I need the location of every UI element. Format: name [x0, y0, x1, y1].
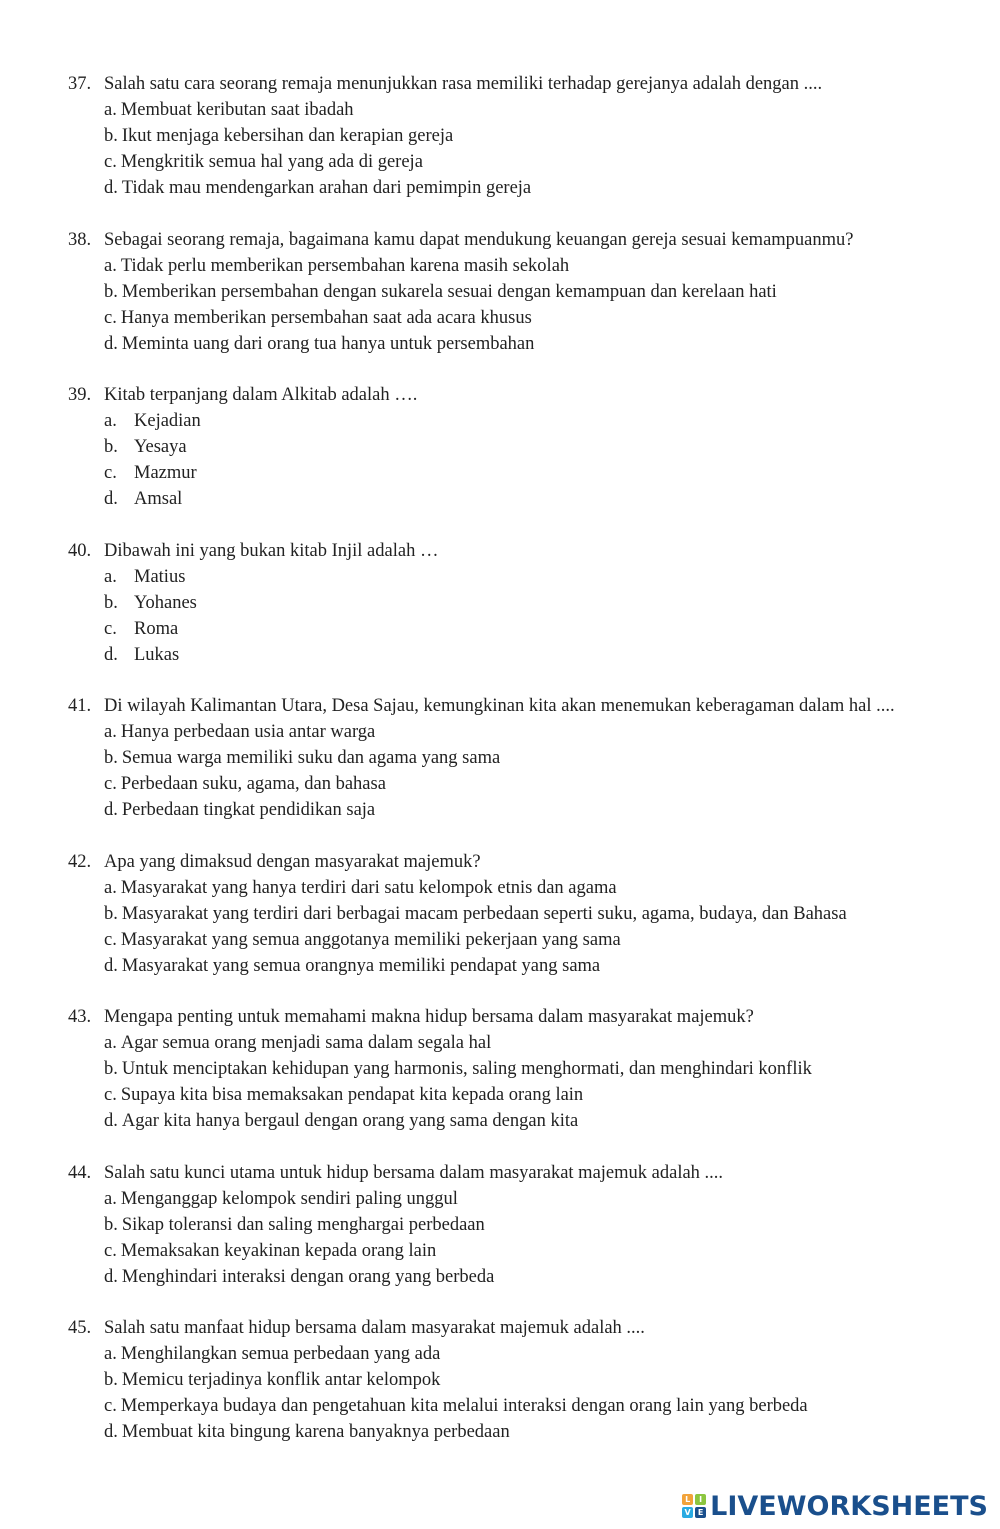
- option-text: Mengkritik semua hal yang ada di gereja: [120, 152, 423, 172]
- answer-option[interactable]: [104, 953, 600, 979]
- question-number: 42.: [68, 852, 92, 872]
- answer-option[interactable]: [104, 279, 777, 305]
- option-letter: d.: [104, 334, 118, 354]
- answer-option[interactable]: [104, 771, 386, 797]
- answer-option[interactable]: [104, 564, 185, 590]
- answer-option[interactable]: [104, 97, 354, 123]
- answer-option[interactable]: [104, 123, 453, 149]
- option-letter: d.: [104, 1267, 118, 1287]
- option-text: Supaya kita bisa memaksakan pendapat kita kepada orang lain: [120, 1085, 584, 1105]
- logo-square: V: [682, 1507, 693, 1518]
- answer-option[interactable]: [104, 1108, 578, 1134]
- option-text: Yesaya: [134, 437, 187, 457]
- answer-option[interactable]: [104, 590, 197, 616]
- option-text: Agar kita hanya bergaul dengan orang yang sama dengan kita: [121, 1111, 579, 1131]
- option-letter: a.: [104, 100, 117, 120]
- question-number: 40.: [68, 541, 92, 561]
- answer-option[interactable]: [104, 1264, 494, 1290]
- answer-option[interactable]: [104, 616, 178, 642]
- option-text: Masyarakat yang terdiri dari berbagai macam perbedaan seperti suku, agama, budaya, dan Bahasa: [121, 904, 847, 924]
- option-text: Matius: [134, 567, 186, 587]
- answer-option[interactable]: [104, 1341, 440, 1367]
- logo-square: E: [695, 1507, 706, 1518]
- option-letter: d.: [104, 956, 118, 976]
- question-number: 39.: [68, 385, 92, 405]
- liveworksheets-logo: [682, 1489, 988, 1523]
- question-text: Salah satu manfaat hidup bersama dalam masyarakat majemuk adalah ....: [104, 1318, 645, 1338]
- question-text: Salah satu kunci utama untuk hidup bersama dalam masyarakat majemuk adalah ....: [104, 1163, 724, 1183]
- option-letter: a.: [104, 411, 117, 431]
- question-number: 37.: [68, 74, 92, 94]
- option-letter: a.: [104, 256, 117, 276]
- option-letter: c.: [104, 1241, 117, 1261]
- option-letter: a.: [104, 1033, 117, 1053]
- option-letter: d.: [104, 489, 118, 509]
- option-letter: c.: [104, 619, 117, 639]
- option-letter: b.: [104, 1370, 118, 1390]
- answer-option[interactable]: [104, 1186, 458, 1212]
- option-text: Memberikan persembahan dengan sukarela sesuai dengan kemampuan dan kerelaan hati: [121, 282, 777, 302]
- option-text: Tidak mau mendengarkan arahan dari pemimpin gereja: [121, 178, 532, 198]
- answer-option[interactable]: [104, 331, 534, 357]
- question-number: 38.: [68, 230, 92, 250]
- answer-option[interactable]: [104, 1056, 812, 1082]
- answer-option[interactable]: [104, 1419, 510, 1445]
- answer-option[interactable]: [104, 797, 375, 823]
- answer-option[interactable]: [104, 1082, 583, 1108]
- question-text: Apa yang dimaksud dengan masyarakat majemuk?: [104, 852, 481, 872]
- option-letter: d.: [104, 645, 118, 665]
- answer-option[interactable]: [104, 719, 375, 745]
- answer-option[interactable]: [104, 1030, 491, 1056]
- answer-option[interactable]: [104, 305, 532, 331]
- option-letter: c.: [104, 152, 117, 172]
- option-letter: b.: [104, 1059, 118, 1079]
- option-text: Perbedaan suku, agama, dan bahasa: [120, 774, 386, 794]
- answer-option[interactable]: [104, 253, 569, 279]
- answer-option[interactable]: [104, 1238, 436, 1264]
- option-text: Masyarakat yang semua anggotanya memiliki pekerjaan yang sama: [120, 930, 621, 950]
- logo-square: L: [682, 1494, 693, 1505]
- option-letter: c.: [104, 463, 117, 483]
- answer-option[interactable]: [104, 408, 201, 434]
- answer-option[interactable]: [104, 1393, 808, 1419]
- option-letter: d.: [104, 1422, 118, 1442]
- logo-squares-icon: [682, 1494, 706, 1518]
- logo-text: LIVEWORKSHEETS: [710, 1490, 988, 1522]
- answer-option[interactable]: [104, 175, 531, 201]
- option-letter: d.: [104, 800, 118, 820]
- answer-option[interactable]: [104, 1367, 440, 1393]
- answer-option[interactable]: [104, 460, 197, 486]
- logo-square: I: [695, 1494, 706, 1505]
- option-text: Membuat kita bingung karena banyaknya perbedaan: [121, 1422, 510, 1442]
- answer-option[interactable]: [104, 149, 423, 175]
- option-letter: b.: [104, 1215, 118, 1235]
- option-letter: c.: [104, 930, 117, 950]
- option-letter: a.: [104, 878, 117, 898]
- option-text: Mazmur: [134, 463, 197, 483]
- question-text: Mengapa penting untuk memahami makna hidup bersama dalam masyarakat majemuk?: [104, 1007, 754, 1027]
- option-letter: d.: [104, 178, 118, 198]
- option-letter: d.: [104, 1111, 118, 1131]
- option-text: Memaksakan keyakinan kepada orang lain: [120, 1241, 437, 1261]
- option-text: Lukas: [134, 645, 180, 665]
- option-text: Masyarakat yang hanya terdiri dari satu kelompok etnis dan agama: [120, 878, 617, 898]
- option-text: Hanya memberikan persembahan saat ada acara khusus: [120, 308, 532, 328]
- answer-option[interactable]: [104, 901, 847, 927]
- option-letter: a.: [104, 567, 117, 587]
- answer-option[interactable]: [104, 486, 182, 512]
- question-text: Sebagai seorang remaja, bagaimana kamu dapat mendukung keuangan gereja sesuai kemampuanmu?: [104, 230, 854, 250]
- answer-option[interactable]: [104, 434, 187, 460]
- option-text: Agar semua orang menjadi sama dalam segala hal: [120, 1033, 492, 1053]
- option-letter: c.: [104, 1396, 117, 1416]
- option-text: Ikut menjaga kebersihan dan kerapian gereja: [121, 126, 454, 146]
- option-text: Roma: [134, 619, 179, 639]
- option-text: Meminta uang dari orang tua hanya untuk persembahan: [121, 334, 535, 354]
- question-text: Kitab terpanjang dalam Alkitab adalah ….: [104, 385, 418, 405]
- option-text: Memicu terjadinya konflik antar kelompok: [121, 1370, 441, 1390]
- option-text: Kejadian: [134, 411, 201, 431]
- option-text: Hanya perbedaan usia antar warga: [120, 722, 376, 742]
- option-text: Amsal: [134, 489, 183, 509]
- option-text: Sikap toleransi dan saling menghargai perbedaan: [121, 1215, 485, 1235]
- answer-option[interactable]: [104, 875, 617, 901]
- question-text: Di wilayah Kalimantan Utara, Desa Sajau, kemungkinan kita akan menemukan keberagaman dalam hal ....: [104, 696, 895, 716]
- answer-option[interactable]: [104, 642, 179, 668]
- option-text: Menghilangkan semua perbedaan yang ada: [120, 1344, 441, 1364]
- answer-option[interactable]: [104, 745, 500, 771]
- option-letter: b.: [104, 593, 118, 613]
- option-letter: b.: [104, 437, 118, 457]
- option-letter: b.: [104, 904, 118, 924]
- question-number: 45.: [68, 1318, 92, 1338]
- answer-option[interactable]: [104, 927, 621, 953]
- option-text: Membuat keributan saat ibadah: [120, 100, 354, 120]
- option-text: Menganggap kelompok sendiri paling unggul: [120, 1189, 458, 1209]
- option-text: Perbedaan tingkat pendidikan saja: [121, 800, 376, 820]
- option-letter: b.: [104, 282, 118, 302]
- option-letter: b.: [104, 748, 118, 768]
- option-text: Menghindari interaksi dengan orang yang berbeda: [121, 1267, 495, 1287]
- question-number: 41.: [68, 696, 92, 716]
- answer-option[interactable]: [104, 1212, 485, 1238]
- option-letter: a.: [104, 1189, 117, 1209]
- question-text: Salah satu cara seorang remaja menunjukkan rasa memiliki terhadap gerejanya adalah dengan ....: [104, 74, 823, 94]
- option-text: Tidak perlu memberikan persembahan karena masih sekolah: [120, 256, 570, 276]
- option-letter: a.: [104, 1344, 117, 1364]
- option-text: Yohanes: [134, 593, 197, 613]
- question-number: 43.: [68, 1007, 92, 1027]
- question-number: 44.: [68, 1163, 92, 1183]
- option-letter: c.: [104, 1085, 117, 1105]
- option-letter: c.: [104, 774, 117, 794]
- option-text: Semua warga memiliki suku dan agama yang sama: [121, 748, 501, 768]
- option-text: Untuk menciptakan kehidupan yang harmonis, saling menghormati, dan menghindari konflik: [121, 1059, 812, 1079]
- option-text: Memperkaya budaya dan pengetahuan kita melalui interaksi dengan orang lain yang berbeda: [120, 1396, 808, 1416]
- option-letter: a.: [104, 722, 117, 742]
- question-text: Dibawah ini yang bukan kitab Injil adalah …: [104, 541, 439, 561]
- option-text: Masyarakat yang semua orangnya memiliki pendapat yang sama: [121, 956, 601, 976]
- option-letter: b.: [104, 126, 118, 146]
- option-letter: c.: [104, 308, 117, 328]
